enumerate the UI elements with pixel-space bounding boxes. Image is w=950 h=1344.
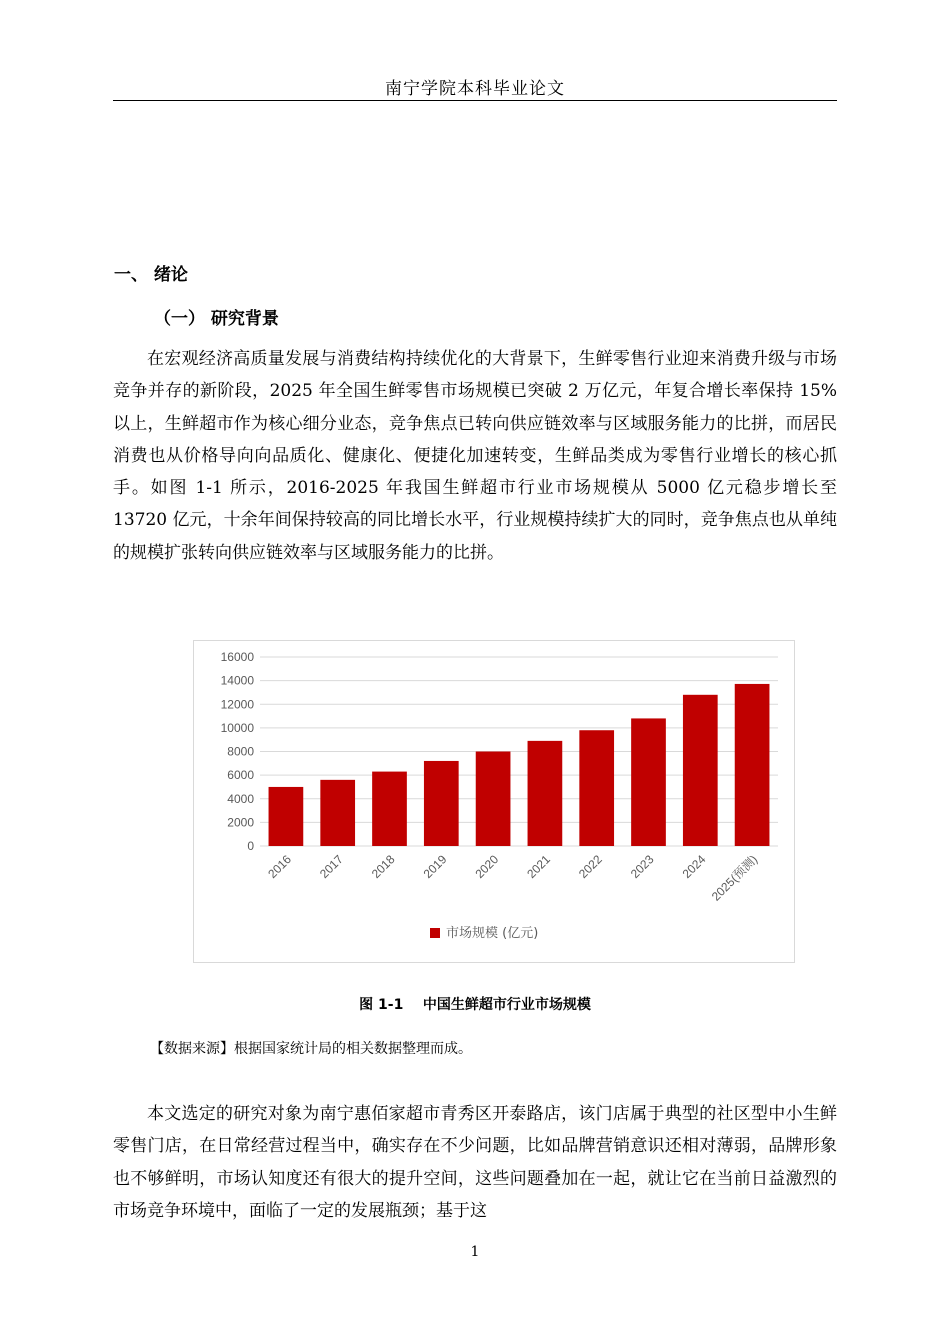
data-source-note: 【数据来源】根据国家统计局的相关数据整理而成。 bbox=[150, 1041, 472, 1057]
x-tick-label: 2020 bbox=[472, 852, 502, 882]
y-tick-label: 0 bbox=[247, 839, 254, 853]
running-header: 南宁学院本科毕业论文 bbox=[385, 79, 565, 99]
page-number: 1 bbox=[470, 1244, 480, 1260]
chart-canvas bbox=[194, 641, 794, 962]
x-tick-label: 2025(预测) bbox=[708, 852, 761, 904]
bar bbox=[269, 787, 304, 846]
section-heading: 一、 绪论 bbox=[114, 265, 188, 285]
bar bbox=[735, 684, 770, 846]
x-tick-label: 2018 bbox=[368, 852, 398, 882]
x-tick-label: 2016 bbox=[265, 852, 295, 882]
x-tick-label: 2022 bbox=[576, 852, 605, 882]
x-tick-label: 2023 bbox=[627, 852, 657, 882]
body-paragraph-1: 在宏观经济高质量发展与消费结构持续优化的大背景下，生鲜零售行业迎来消费升级与市场竞争并存的新阶段，2025 年全国生鲜零售市场规模已突破 2 万亿元，年复合增长率保持 15%以上，生鲜超市作为核心细分业态，竞争焦点已转向供应链效率与区域服务能力的比拼，而居民消费也从价格导向向品质化、健康化、便捷化加速转变，生鲜品类成为零售行业增长的核心抓手。如图 1-1 所示，2016-2025 年我国生鲜超市行业市场规模从 5000 亿元稳步增长至 13720 亿元，十余年间保持较高的同比增长水平，行业规模持续扩大的同时，竞争焦点也从单纯的规模扩张转向供应链效率与区域服务能力的比拼。 bbox=[113, 349, 837, 563]
y-tick-label: 16000 bbox=[220, 650, 254, 664]
legend-label: 市场规模 (亿元) bbox=[446, 926, 539, 941]
bar bbox=[372, 772, 407, 846]
header-rule bbox=[113, 100, 837, 101]
y-tick-label: 12000 bbox=[220, 697, 254, 712]
y-tick-label: 6000 bbox=[227, 768, 254, 783]
figure-caption: 图 1-1 中国生鲜超市行业市场规模 bbox=[359, 997, 591, 1013]
bar bbox=[631, 718, 666, 846]
y-tick-label: 14000 bbox=[220, 673, 254, 688]
x-tick-label: 2017 bbox=[317, 852, 346, 882]
y-tick-label: 8000 bbox=[227, 744, 254, 759]
subsection-heading: （一） 研究背景 bbox=[154, 309, 279, 329]
body-paragraph-2: 本文选定的研究对象为南宁惠佰家超市青秀区开泰路店，该门店属于典型的社区型中小生鲜零售门店，在日常经营过程当中，确实存在不少问题，比如品牌营销意识还相对薄弱，品牌形象也不够鲜明，市场认知度还有很大的提升空间，这些问题叠加在一起，就让它在当前日益激烈的市场竞争环境中，面临了一定的发展瓶颈；基于这 bbox=[113, 1104, 837, 1221]
bar bbox=[424, 761, 459, 846]
legend-swatch bbox=[430, 928, 440, 938]
bar bbox=[320, 780, 355, 846]
bar bbox=[476, 752, 511, 847]
bar bbox=[683, 695, 718, 846]
x-tick-label: 2021 bbox=[524, 852, 554, 882]
market-size-chart bbox=[193, 640, 795, 963]
x-tick-label: 2024 bbox=[679, 852, 709, 882]
x-tick-label: 2019 bbox=[420, 852, 450, 882]
bar bbox=[579, 730, 614, 846]
bar bbox=[528, 741, 563, 846]
y-tick-label: 10000 bbox=[220, 720, 254, 735]
y-tick-label: 4000 bbox=[227, 791, 254, 806]
y-tick-label: 2000 bbox=[227, 815, 254, 830]
